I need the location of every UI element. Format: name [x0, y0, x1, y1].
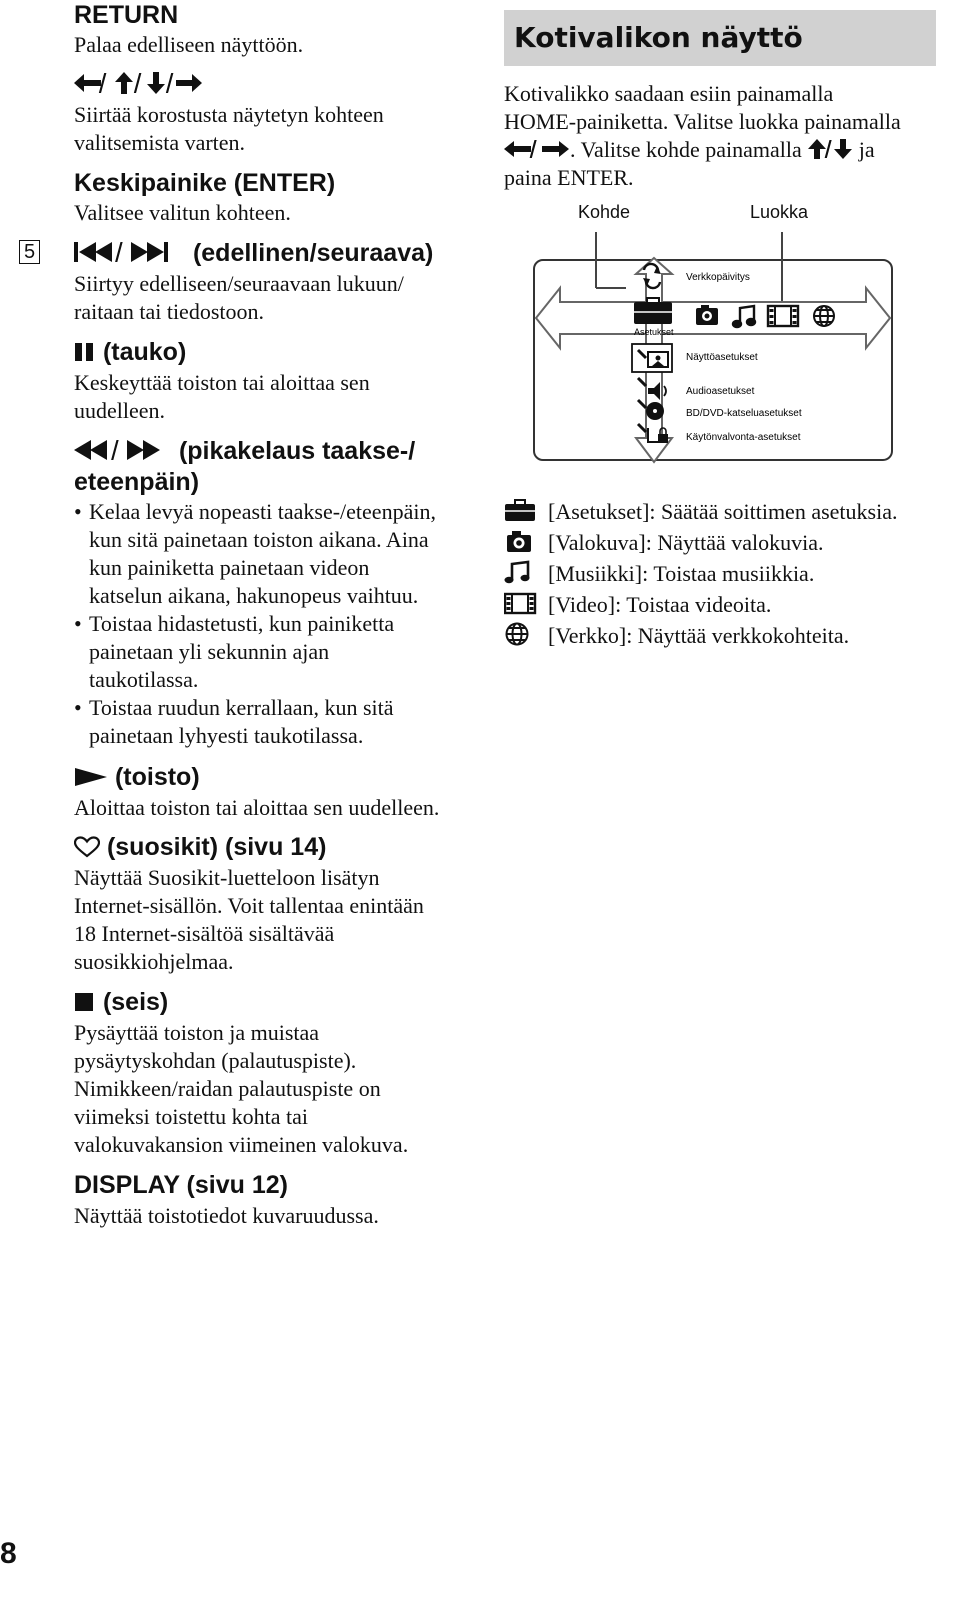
stop-description-line-5: valokuvakansion viimeinen valokuva.: [74, 1132, 409, 1157]
stop-description-line-1: Pysäyttää toiston ja muistaa: [74, 1020, 320, 1045]
stop-description-line-2: pysäytyskohdan (palautuspiste).: [74, 1048, 357, 1073]
menu-item-parental-settings: Käytönvalvonta-asetukset: [686, 432, 801, 443]
intro-line-3: . Valitse kohde painamalla ja: [504, 136, 875, 164]
left-right-arrows-icon: [504, 138, 570, 160]
page-number: 8: [0, 1537, 17, 1570]
intro-line-4: paina ENTER.: [504, 165, 634, 190]
stop-description-line-3: Nimikkeen/raidan palautuspiste on: [74, 1076, 381, 1101]
menu-item-bd-dvd-settings: BD/DVD-katseluasetukset: [686, 408, 802, 419]
globe-icon: [814, 306, 834, 326]
play-heading: (toisto): [74, 762, 200, 792]
stop-icon: [74, 991, 96, 1013]
favorites-description-line-1: Näyttää Suosikit-luetteloon lisätyn: [74, 865, 380, 890]
favorites-heading: (suosikit) (sivu 14): [74, 832, 326, 862]
prev-next-description-line-2: raitaan tai tiedostoon.: [74, 299, 264, 324]
return-heading: RETURN: [74, 1, 179, 29]
legend-row-video: [Video]: Toistaa videoita.: [504, 591, 538, 619]
callout-item-label: Kohde: [578, 202, 631, 222]
film-icon: [504, 591, 538, 615]
home-menu-diagram: [530, 228, 896, 468]
return-description: Palaa edelliseen näyttöön.: [74, 32, 304, 57]
arrow-keys-icon: [74, 70, 204, 96]
intro-line-1: Kotivalikko saadaan esiin painamalla: [504, 81, 834, 106]
display-description: Näyttää toistotiedot kuvaruudussa.: [74, 1203, 379, 1228]
enter-description: Valitsee valitun kohteen.: [74, 200, 291, 225]
prev-next-heading: (edellinen/seuraava): [74, 238, 433, 268]
stop-description-line-4: viimeksi toistettu kohta tai: [74, 1104, 309, 1129]
display-heading: DISPLAY (sivu 12): [74, 1171, 288, 1199]
menu-item-audio-settings: Audioasetukset: [686, 386, 755, 397]
play-description: Aloittaa toiston tai aloittaa sen uudelleen.: [74, 795, 440, 820]
prev-next-icon: [74, 240, 186, 264]
enter-heading: Keskipainike (ENTER): [74, 169, 336, 197]
camera-icon: [504, 529, 538, 553]
scan-heading-line-2: eteenpäin): [74, 468, 200, 496]
toolbox-icon: [504, 498, 538, 522]
arrow-keys-heading: [74, 70, 204, 98]
pause-description-line-2: uudelleen.: [74, 398, 166, 423]
camera-icon: [696, 305, 718, 325]
favorites-description-line-4: suosikkiohjelmaa.: [74, 949, 234, 974]
legend-row-photo: [Valokuva]: Näyttää valokuvia.: [504, 529, 538, 557]
arrow-keys-description-line-2: valitsemista varten.: [74, 130, 246, 155]
scan-bullet-2: • Toistaa hidastetusti, kun painiketta painetaan yli sekunnin ajan taukotilassa.: [74, 611, 395, 692]
menu-item-network-update: Verkkopäivitys: [686, 272, 750, 283]
pause-icon: [74, 341, 96, 363]
legend-row-network: [Verkko]: Näyttää verkkokohteita.: [504, 622, 538, 650]
scan-bullet-1: • Kelaa levyä nopeasti taakse-/eteenpäin, kun sitä painetaan toiston aikana. Aina kun painiketta painetaan videon katselun aikana, hakunopeus vaihtuu.: [74, 499, 436, 608]
globe-icon: [504, 622, 538, 646]
menu-item-display-settings: Näyttöasetukset: [686, 352, 758, 363]
prev-next-description-line-1: Siirtyy edelliseen/seuraavaan lukuun/: [74, 271, 404, 296]
heart-icon: [74, 836, 100, 858]
arrow-keys-description-line-1: Siirtää korostusta näytetyn kohteen: [74, 102, 384, 127]
banner-title: Kotivalikon näyttö: [514, 21, 803, 54]
scan-icon: [74, 438, 172, 462]
legend-row-settings: [Asetukset]: Säätää soittimen asetuksia.: [504, 498, 538, 526]
up-down-arrows-icon: [807, 138, 853, 160]
legend-row-music: [Musiikki]: Toistaa musiikkia.: [504, 560, 538, 588]
callout-category-label: Luokka: [750, 202, 809, 222]
favorites-description-line-2: Internet-sisällön. Voit tallentaa enintään: [74, 893, 424, 918]
favorites-description-line-3: 18 Internet-sisältöä sisältävää: [74, 921, 335, 946]
display-settings-icon: [632, 344, 672, 372]
stop-heading: (seis): [74, 987, 168, 1017]
pause-description-line-1: Keskeyttää toiston tai aloittaa sen: [74, 370, 370, 395]
menu-category-label: Asetukset: [634, 327, 674, 337]
scan-bullet-3: • Toistaa ruudun kerrallaan, kun sitä painetaan lyhyesti taukotilassa.: [74, 695, 394, 748]
music-note-icon: [504, 560, 538, 584]
section-number-box: 5: [19, 240, 40, 264]
pause-heading: (tauko): [74, 337, 186, 367]
scan-heading-line-1: (pikakelaus taakse-/: [74, 436, 415, 466]
intro-line-2: HOME-painiketta. Valitse luokka painamalla: [504, 109, 901, 134]
play-icon: [74, 766, 108, 788]
section-banner: [504, 10, 936, 66]
